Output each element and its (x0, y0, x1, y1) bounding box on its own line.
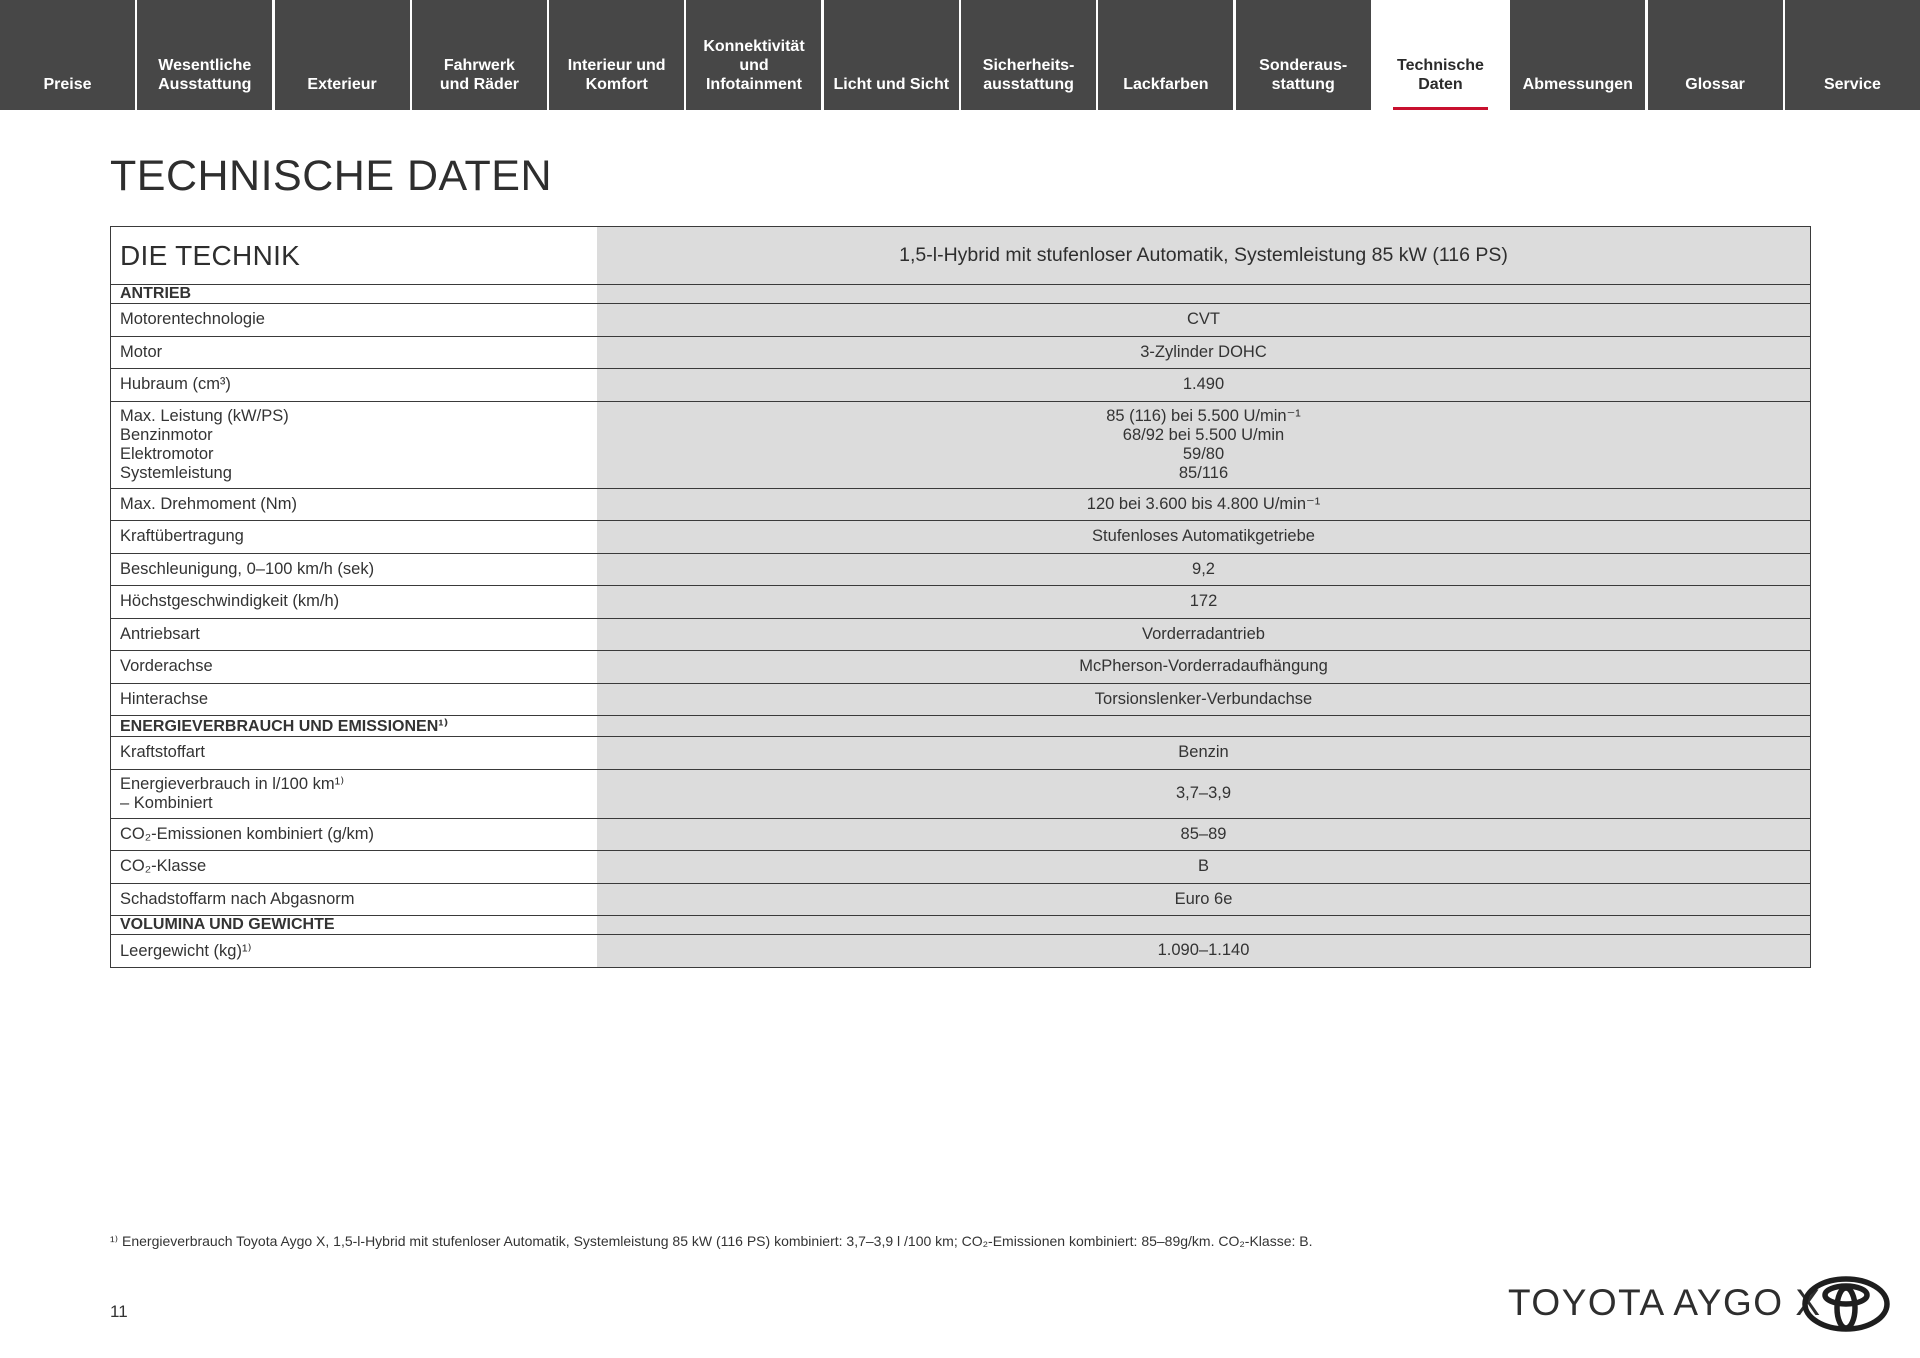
row-label: Motor (111, 337, 597, 369)
table-section-row (111, 285, 1810, 304)
table-row (111, 489, 1810, 522)
row-label: Energieverbrauch in l/100 km¹⁾ – Kombiniert (111, 770, 597, 818)
table-row (111, 737, 1810, 770)
nav-tab-abmessungen[interactable]: Abmessungen (1510, 0, 1645, 110)
nav-tab-service[interactable]: Service (1785, 0, 1920, 110)
table-row (111, 369, 1810, 402)
row-label: CO₂-Emissionen kombiniert (g/km) (111, 819, 597, 851)
row-label: ENERGIEVERBRAUCH UND EMISSIONEN¹⁾ (111, 716, 597, 736)
table-row (111, 619, 1810, 652)
row-value (597, 716, 1810, 736)
nav-tab-sonderaus-stattung[interactable]: Sonderaus- stattung (1236, 0, 1371, 110)
row-value: Stufenloses Automatikgetriebe (597, 521, 1810, 553)
row-label: Hinterachse (111, 684, 597, 716)
nav-tab-technische-daten[interactable]: Technische Daten (1373, 0, 1508, 110)
row-value: 172 (597, 586, 1810, 618)
row-value: Benzin (597, 737, 1810, 769)
row-label: Max. Drehmoment (Nm) (111, 489, 597, 521)
nav-tab-sicherheits-ausstattung[interactable]: Sicherheits- ausstattung (961, 0, 1096, 110)
toyota-logo-icon (1802, 1276, 1890, 1332)
row-value (597, 916, 1810, 934)
row-value: 120 bei 3.600 bis 4.800 U/min⁻¹ (597, 489, 1810, 521)
row-label: Max. Leistung (kW/PS) Benzinmotor Elektromotor Systemleistung (111, 402, 597, 488)
table-row (111, 935, 1810, 968)
row-value: Vorderradantrieb (597, 619, 1810, 651)
row-label: Höchstgeschwindigkeit (km/h) (111, 586, 597, 618)
table-row (111, 586, 1810, 619)
table-row (111, 554, 1810, 587)
table-row (111, 770, 1810, 819)
page-title: TECHNISCHE DATEN (110, 152, 553, 200)
page-number: 11 (110, 1302, 128, 1321)
row-value: 9,2 (597, 554, 1810, 586)
table-row (111, 651, 1810, 684)
row-label: VOLUMINA UND GEWICHTE (111, 916, 597, 934)
row-label: CO₂-Klasse (111, 851, 597, 883)
row-value: B (597, 851, 1810, 883)
nav-tab-preise[interactable]: Preise (0, 0, 135, 110)
nav-tab-exterieur[interactable]: Exterieur (275, 0, 410, 110)
nav-tab-licht-und-sicht[interactable]: Licht und Sicht (824, 0, 959, 110)
row-label: Hubraum (cm³) (111, 369, 597, 401)
brand-name: TOYOTA AYGO X (1508, 1282, 1822, 1323)
row-label: Kraftübertragung (111, 521, 597, 553)
row-value: 3-Zylinder DOHC (597, 337, 1810, 369)
row-value: 1.490 (597, 369, 1810, 401)
row-value: Euro 6e (597, 884, 1810, 916)
table-header-value: 1,5-l-Hybrid mit stufenloser Automatik, Systemleistung 85 kW (116 PS) (597, 227, 1810, 284)
table-row (111, 819, 1810, 852)
table-row (111, 684, 1810, 717)
table-section-row (111, 716, 1810, 737)
table-row (111, 521, 1810, 554)
footnote: ¹⁾ Energieverbrauch Toyota Aygo X, 1,5-l-Hybrid mit stufenloser Automatik, Systemleistung 85 kW (116 PS) kombiniert: 3,7–3,9 l /100 km; CO₂-Emissionen kombiniert: 85–89g/km. CO₂-Klasse: B. (110, 1233, 1313, 1249)
row-label: Kraftstoffart (111, 737, 597, 769)
table-header-label: DIE TECHNIK (111, 227, 597, 284)
table-section-row (111, 916, 1810, 935)
row-label: ANTRIEB (111, 285, 597, 303)
nav-tab-konnektivität-und-infotainment[interactable]: Konnektivität und Infotainment (686, 0, 821, 110)
table-row (111, 337, 1810, 370)
row-value: 85–89 (597, 819, 1810, 851)
table-row (111, 851, 1810, 884)
row-label: Leergewicht (kg)¹⁾ (111, 935, 597, 967)
row-label: Schadstoffarm nach Abgasnorm (111, 884, 597, 916)
nav-tab-lackfarben[interactable]: Lackfarben (1098, 0, 1233, 110)
top-navigation (0, 0, 1920, 110)
spec-table (110, 226, 1811, 968)
row-value: McPherson-Vorderradaufhängung (597, 651, 1810, 683)
nav-tab-glossar[interactable]: Glossar (1648, 0, 1783, 110)
nav-tab-interieur-und-komfort[interactable]: Interieur und Komfort (549, 0, 684, 110)
row-label: Vorderachse (111, 651, 597, 683)
table-row (111, 304, 1810, 337)
row-value (597, 285, 1810, 303)
row-value: 3,7–3,9 (597, 770, 1810, 818)
table-row (111, 884, 1810, 917)
row-label: Antriebsart (111, 619, 597, 651)
nav-tab-wesentliche-ausstattung[interactable]: Wesentliche Ausstattung (137, 0, 272, 110)
row-value: 85 (116) bei 5.500 U/min⁻¹ 68/92 bei 5.500 U/min 59/80 85/116 (597, 402, 1810, 488)
nav-tab-fahrwerk-und-räder[interactable]: Fahrwerk und Räder (412, 0, 547, 110)
row-value: 1.090–1.140 (597, 935, 1810, 967)
table-header-row (111, 227, 1810, 285)
row-value: CVT (597, 304, 1810, 336)
row-label: Motorentechnologie (111, 304, 597, 336)
row-value: Torsionslenker-Verbundachse (597, 684, 1810, 716)
row-label: Beschleunigung, 0–100 km/h (sek) (111, 554, 597, 586)
table-row (111, 402, 1810, 489)
